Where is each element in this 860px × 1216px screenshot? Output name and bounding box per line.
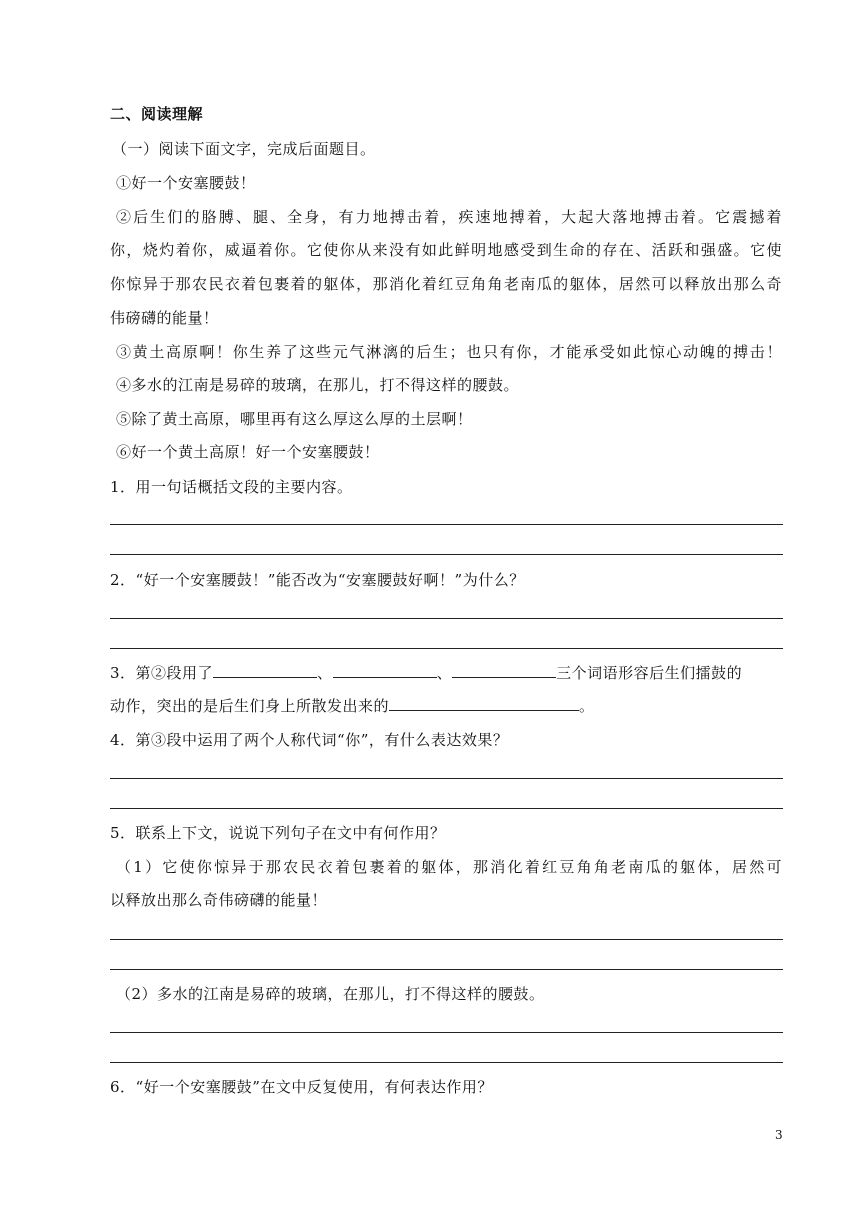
answer-line [110, 939, 783, 940]
question-5-item-2: （2）多水的江南是易碎的玻璃，在那儿，打不得这样的腰鼓。 [116, 985, 545, 1003]
answer-line [110, 524, 783, 525]
passage-paragraph-2-line-3: 你惊异于那农民衣着包裹着的躯体，那消化着红豆角角老南瓜的躯体，居然可以释放出那么奇 [110, 275, 782, 293]
question-6: 6．“好一个安塞腰鼓”在文中反复使用，有何表达作用？ [110, 1078, 493, 1096]
fill-blank[interactable] [213, 663, 317, 678]
question-3-text: 动作，突出的是后生们身上所散发出来的 [110, 697, 390, 715]
passage-paragraph-6: ⑥好一个黄土高原！好一个安塞腰鼓！ [116, 443, 380, 461]
question-3-line-2 [110, 696, 790, 716]
question-1: 1．用一句话概括文段的主要内容。 [110, 478, 353, 496]
question-5: 5．联系上下文，说说下列句子在文中有何作用？ [110, 824, 446, 842]
fill-blank[interactable] [452, 663, 556, 678]
answer-line [110, 554, 783, 555]
passage-paragraph-3: ③黄土高原啊！你生养了这些元气淋漓的后生；也只有你，才能承受如此惊心动魄的搏击！ [116, 343, 782, 361]
answer-line [110, 648, 783, 649]
page-number: 3 [775, 1128, 783, 1142]
passage-paragraph-1: ①好一个安塞腰鼓！ [116, 174, 256, 192]
separator: 、 [436, 664, 453, 682]
part-intro: （一）阅读下面文字，完成后面题目。 [112, 140, 376, 158]
passage-paragraph-4: ④多水的江南是易碎的玻璃，在那儿，打不得这样的腰鼓。 [116, 376, 520, 394]
section-title: 二、阅读理解 [110, 105, 204, 123]
passage-paragraph-2-line-4: 伟磅礴的能量！ [110, 309, 219, 327]
question-3-text: 。 [579, 697, 595, 715]
passage-paragraph-2-line-2: 你，烧灼着你，威逼着你。它使你从来没有如此鲜明地感受到生命的存在、活跃和强盛。它使 [110, 241, 782, 259]
answer-line [110, 618, 783, 619]
separator: 、 [317, 664, 333, 682]
question-3-text: 三个词语形容后生们擂鼓的 [556, 664, 743, 682]
question-4: 4．第③段中运用了两个人称代词“你”，有什么表达效果？ [110, 731, 509, 749]
fill-blank[interactable] [333, 663, 437, 678]
question-3-line-1 [110, 663, 790, 683]
fill-blank[interactable] [389, 696, 579, 711]
passage-paragraph-2-line-1: ②后生们的胳膊、腿、全身，有力地搏击着，疾速地搏着，大起大落地搏击着。它震撼着 [116, 208, 782, 226]
question-5-item-1-line-2: 以释放出那么奇伟磅礴的能量！ [110, 891, 328, 909]
answer-line [110, 1062, 783, 1063]
question-5-item-1-line-1: （1）它使你惊异于那农民衣着包裹着的躯体，那消化着红豆角角老南瓜的躯体，居然可 [116, 858, 782, 876]
answer-line [110, 1032, 783, 1033]
answer-line [110, 808, 783, 809]
answer-line [110, 778, 783, 779]
answer-line [110, 969, 783, 970]
question-3-text: 3．第②段用了 [110, 664, 214, 682]
passage-paragraph-5: ⑤除了黄土高原，哪里再有这么厚这么厚的土层啊！ [116, 410, 473, 428]
question-2: 2．“好一个安塞腰鼓！”能否改为“安塞腰鼓好啊！”为什么？ [110, 571, 525, 589]
